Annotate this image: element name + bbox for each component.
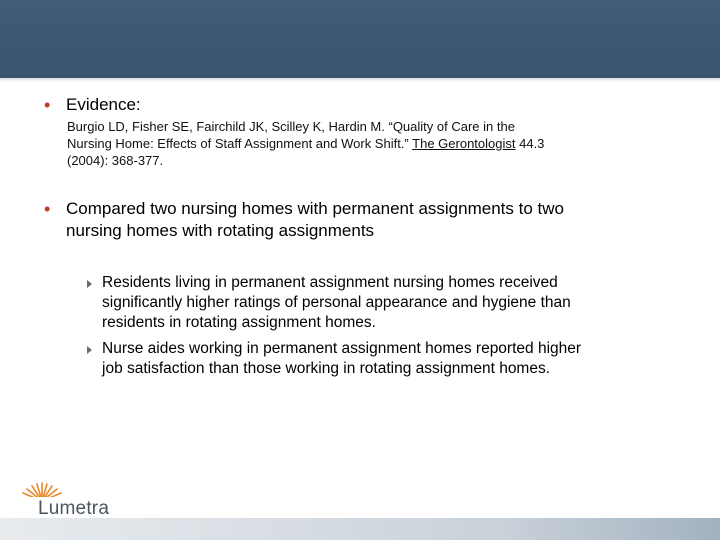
- sub-bullet-2-line-1: Nurse aides working in permanent assignment homes reported higher: [102, 340, 582, 357]
- citation-line-1: Burgio LD, Fisher SE, Fairchild JK, Scilley K, Hardin M. “Quality of Care in the: [67, 119, 515, 134]
- bullet-evidence-label: Evidence:: [66, 95, 141, 114]
- lumetra-logo-text: Lumetra: [38, 498, 110, 519]
- sub-bullet-1-line-2: significantly higher ratings of personal appearance and hygiene than: [102, 294, 571, 311]
- bullet-compared-line-1: Compared two nursing homes with permanent assignments to two: [66, 199, 564, 218]
- citation-line-3: (2004): 368-377.: [67, 153, 164, 168]
- bullet-compared-line-2: nursing homes with rotating assignments: [66, 221, 375, 240]
- citation-line-2: Nursing Home: Effects of Staff Assignment and Work Shift.” The Gerontologist 44.3: [67, 136, 545, 151]
- sub-bullet-1-line-1: Residents living in permanent assignment nursing homes received: [102, 274, 558, 291]
- footer-bar: [0, 518, 720, 540]
- bullet-dot: •: [44, 95, 51, 115]
- sub-bullet-2-line-2: job satisfaction than those working in rotating assignment homes.: [102, 360, 551, 377]
- triangle-bullet-icon: [87, 280, 92, 288]
- bullet-dot: •: [44, 199, 51, 219]
- journal-title: The Gerontologist: [412, 136, 516, 151]
- sub-bullet-1-line-3: residents in rotating assignment homes.: [102, 314, 376, 331]
- triangle-bullet-icon: [87, 346, 92, 354]
